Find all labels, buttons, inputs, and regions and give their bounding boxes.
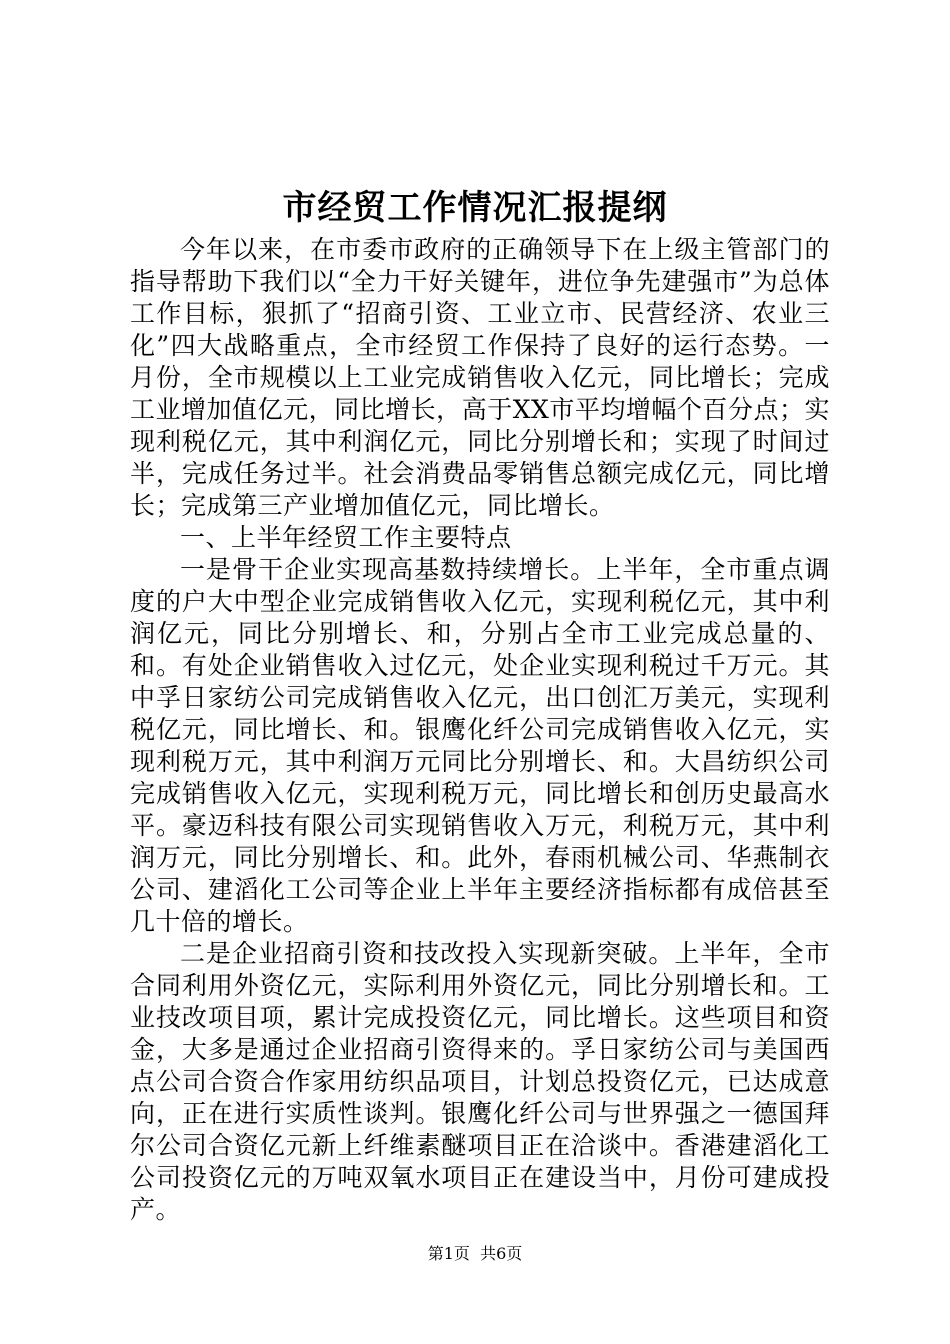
page-title: 市经贸工作情况汇报提纲 <box>282 188 668 228</box>
body-paragraph-2: 二是企业招商引资和技改投入实现新突破。上半年，全市合同利用外资亿元，实际利用外资亿元，同比分别增长和。工业技改项目项，累计完成投资亿元，同比增长。这些项目和资金，大多是通过企业招商引资得来的。孚日家纺公司与美国西点公司合资合作家用纺织品项目，计划总投资亿元，已达成意向，正在进行实质性谈判。银鹰化纤公司与世界强之一德国拜尔公司合资亿元新上纤维素醚项目正在洽谈中。香港建滔化工公司投资亿元的万吨双氧水项目正在建设当中，月份可建成投产。 <box>130 939 830 1224</box>
page-footer <box>0 1243 950 1265</box>
page-number: 第1页 <box>427 1244 470 1263</box>
document-body <box>130 234 830 1226</box>
section-heading: 一、上半年经贸工作主要特点 <box>180 523 512 552</box>
body-paragraph-1: 一是骨干企业实现高基数持续增长。上半年，全市重点调度的户大中型企业完成销售收入亿元，实现利税亿元，其中利润亿元，同比分别增长、和，分别占全市工业完成总量的、和。有处企业销售收入过亿元，处企业实现利税过千万元。其中孚日家纺公司完成销售收入亿元，出口创汇万美元，实现利税亿元，同比增长、和。银鹰化纤公司完成销售收入亿元，实现利税万元，其中利润万元同比分别增长、和。大昌纺织公司完成销售收入亿元，实现利税万元，同比增长和创历史最高水平。豪迈科技有限公司实现销售收入万元，利税万元，其中利润万元，同比分别增长、和。此外，春雨机械公司、华燕制衣公司、建滔化工公司等企业上半年主要经济指标都有成倍甚至几十倍的增长。 <box>130 555 830 936</box>
page-total: 共6页 <box>480 1244 523 1263</box>
intro-paragraph: 今年以来，在市委市政府的正确领导下在上级主管部门的指导帮助下我们以“全力干好关键年，进位争先建强市”为总体工作目标，狠抓了“招商引资、工业立市、民营经济、农业三化”四大战略重点，全市经贸工作保持了良好的运行态势。一月份，全市规模以上工业完成销售收入亿元，同比增长；完成工业增加值亿元，同比增长，高于XX市平均增幅个百分点；实现利税亿元，其中利润亿元，同比分别增长和；实现了时间过半，完成任务过半。社会消费品零销售总额完成亿元，同比增长；完成第三产业增加值亿元，同比增长。 <box>130 235 830 520</box>
